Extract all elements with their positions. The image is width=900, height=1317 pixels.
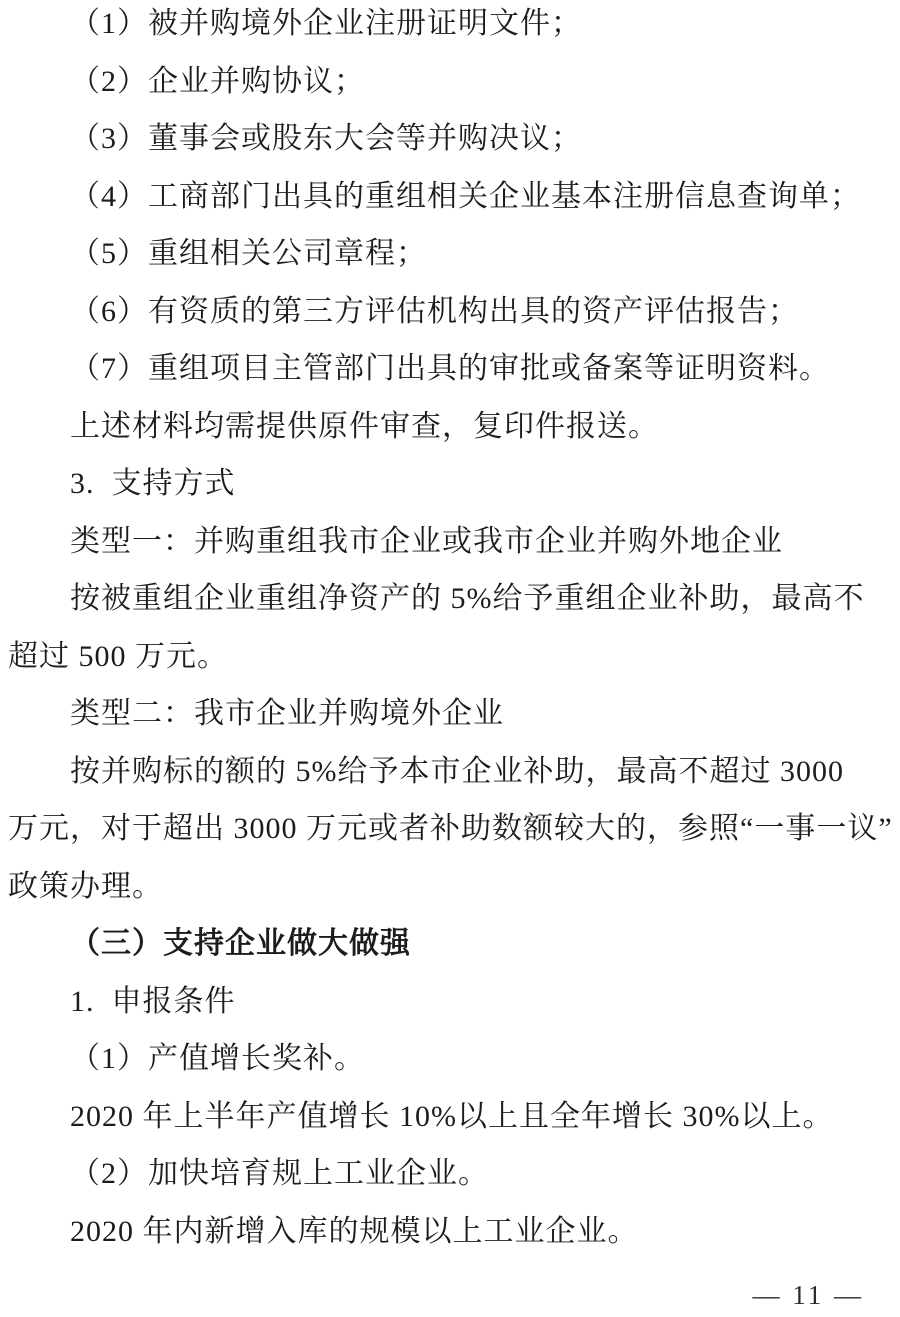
page-footer (753, 1279, 865, 1311)
text-line: 2020 年上半年产值增长 10%以上且全年增长 30%以上。 (70, 1099, 834, 1133)
text-line: （3）董事会或股东大会等并购决议； (70, 122, 582, 155)
text-line: （三）支持企业做大做强 (70, 927, 411, 960)
text-line: 3. 支持方式 (70, 467, 236, 500)
text-line: （6）有资质的第三方评估机构出具的资产评估报告； (70, 294, 799, 328)
text-line: 类型二：我市企业并购境外企业 (70, 697, 504, 730)
text-line: 上述材料均需提供原件审查，复印件报送。 (70, 409, 659, 443)
text-line: （7）重组项目主管部门出具的审批或备案等证明资料。 (70, 352, 830, 385)
text-line: 万元，对于超出 3000 万元或者补助数额较大的，参照“一事一议” (8, 812, 893, 845)
text-line: 政策办理。 (8, 869, 163, 903)
text-line: 1. 申报条件 (70, 984, 236, 1018)
text-line: （4）工商部门出具的重组相关企业基本注册信息查询单； (70, 179, 861, 213)
text-line: （1）产值增长奖补。 (70, 1042, 365, 1075)
text-line: 超过 500 万元。 (8, 639, 228, 673)
document-body (8, 0, 894, 1260)
page-number: — 11 — (752, 1280, 864, 1310)
text-line: 按并购标的额的 5%给予本市企业补助，最高不超过 3000 (70, 754, 844, 788)
text-line: 2020 年内新增入库的规模以上工业企业。 (70, 1214, 639, 1248)
text-line: 按被重组企业重组净资产的 5%给予重组企业补助，最高不 (70, 582, 865, 615)
text-line: 类型一：并购重组我市企业或我市企业并购外地企业 (70, 524, 783, 558)
text-line: （5）重组相关公司章程； (70, 237, 427, 270)
text-line: （1）被并购境外企业注册证明文件； (70, 7, 582, 40)
text-line: （2）企业并购协议； (70, 64, 365, 98)
text-line: （2）加快培育规上工业企业。 (70, 1157, 489, 1190)
